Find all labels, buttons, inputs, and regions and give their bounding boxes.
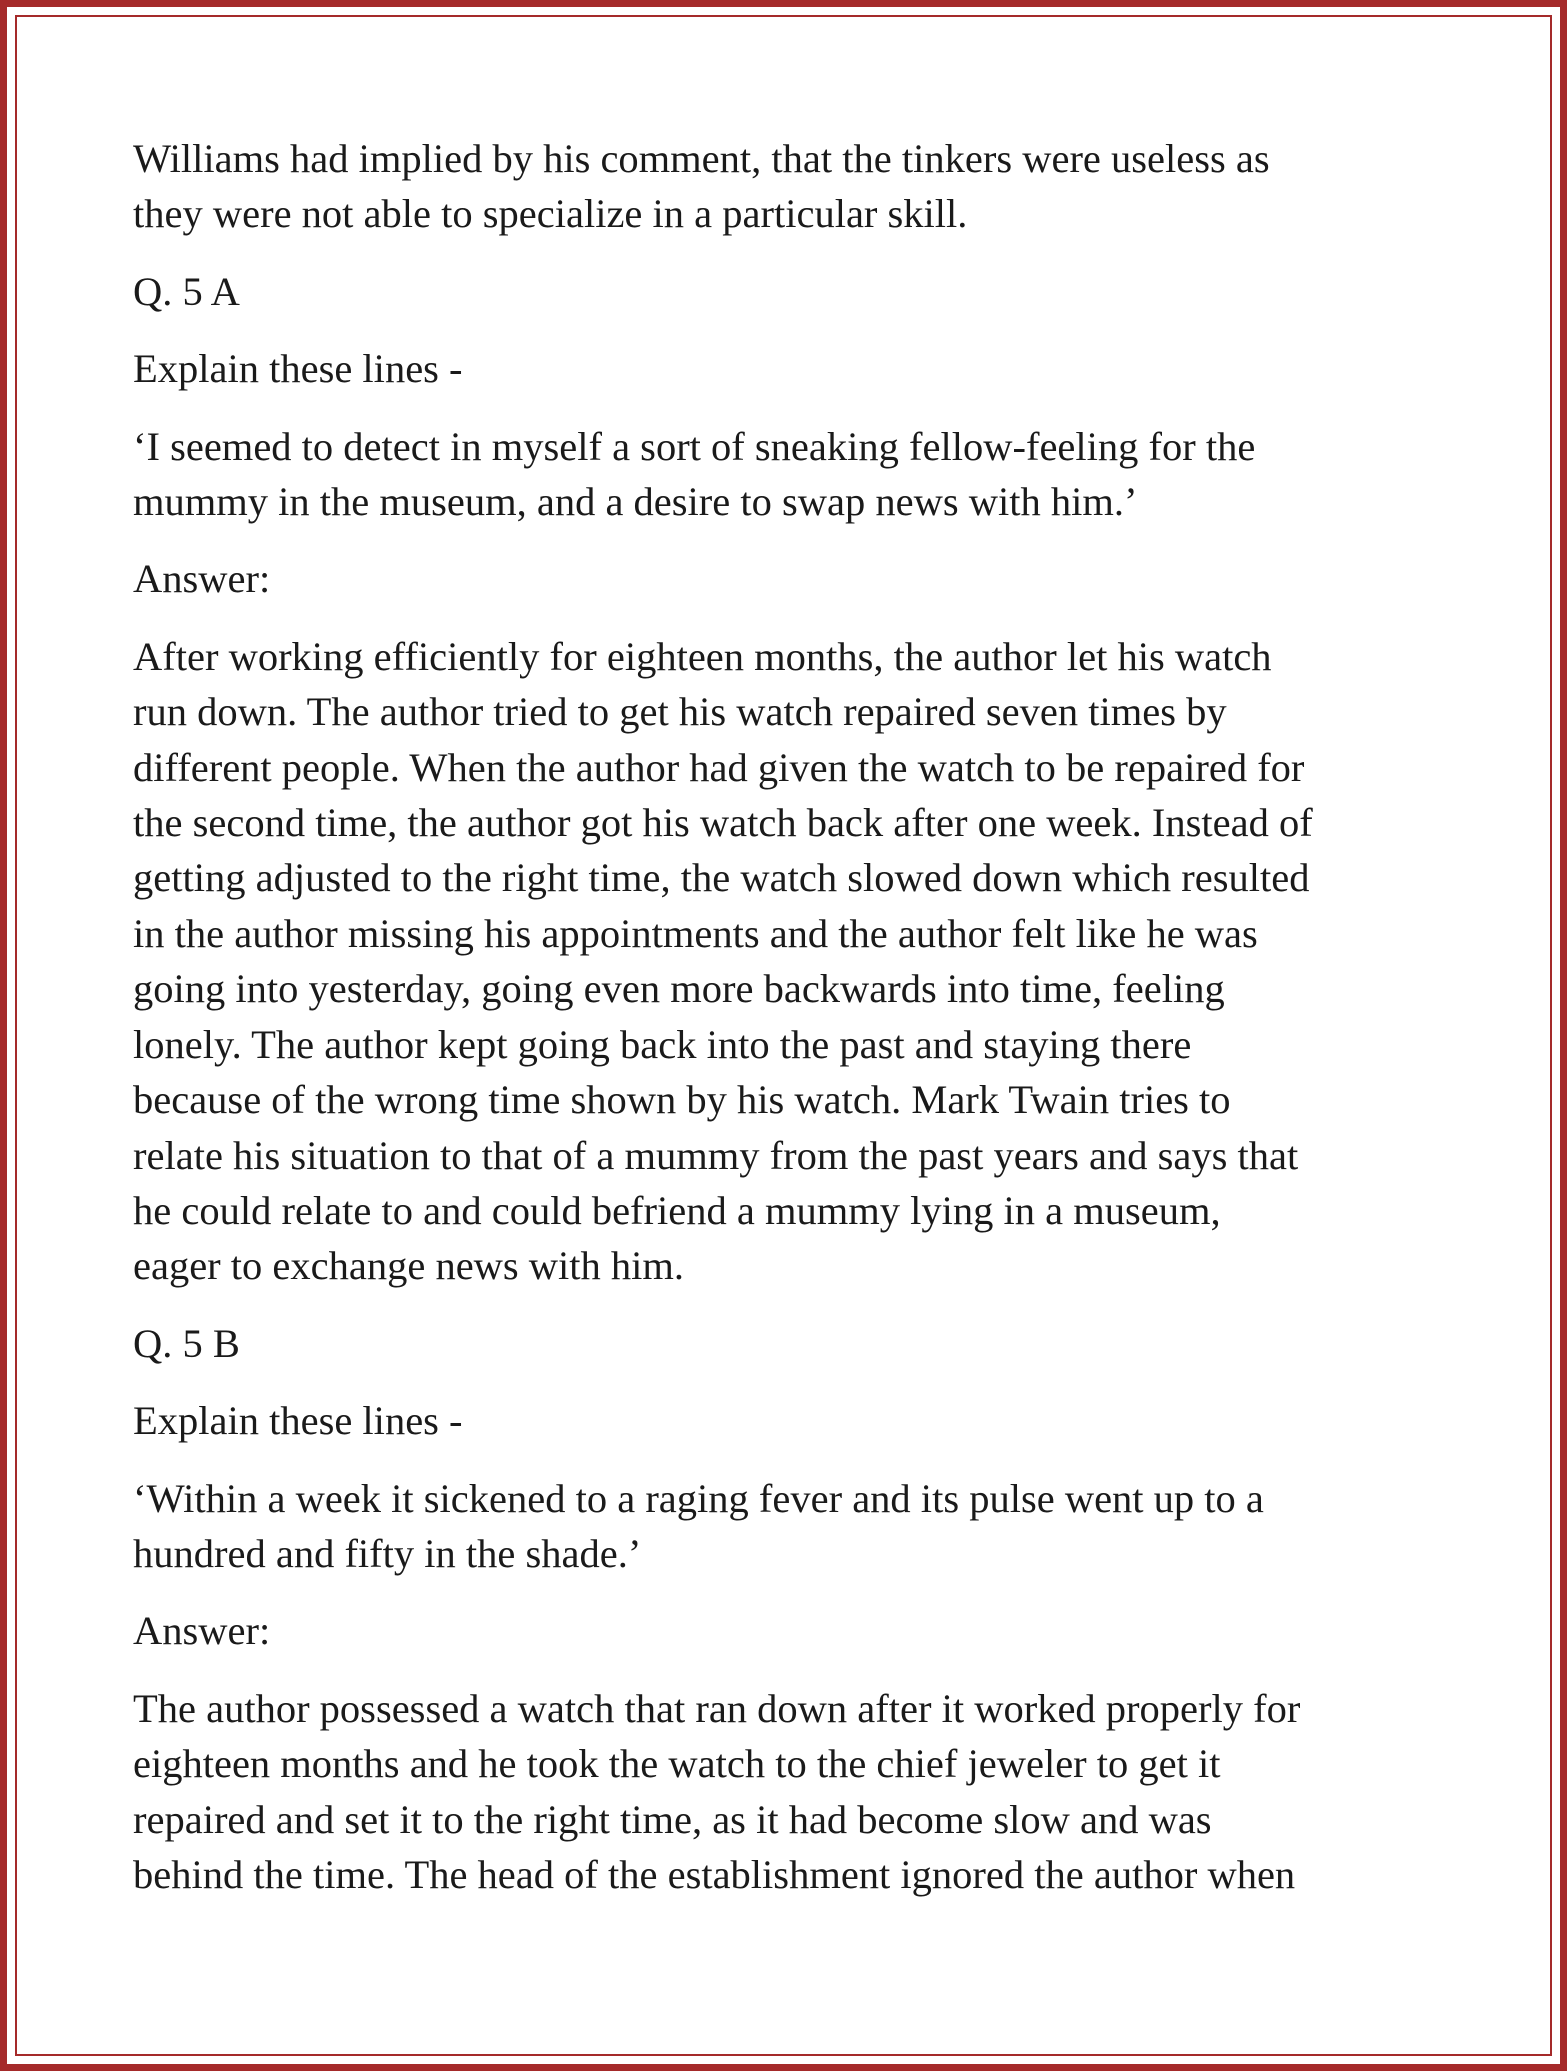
question-quote-5b: ‘Within a week it sickened to a raging fever and its pulse went up to a hundred and fifty in the shade.’: [133, 1475, 1264, 1576]
question-heading-5a: Q. 5 A: [133, 268, 240, 314]
question-prompt-5a: Explain these lines -: [133, 346, 463, 392]
answer-text-5a: After working efficiently for eighteen months, the author let his watch run down. The author tried to get his watch repaired seven times by different people. When the author had given the watch to be repaired for the second time, the author got his watch back after one week. Instead of getting adjusted to the right time, the watch slowed down which resulted in the author missing his appointments and the author felt like he was going into yesterday, going even more backwards into time, feeling lonely. The author kept going back into the past and staying there because of the wrong time shown by his watch. Mark Twain tries to relate his situation to that of a mummy from the past years and says that he could relate to and could befriend a mummy lying in a museum, eager to exchange news with him.: [133, 633, 1313, 1289]
answer-label-5b: Answer:: [133, 1608, 271, 1654]
answer-text-5b: The author possessed a watch that ran down after it worked properly for eighteen months and he took the watch to the chief jeweler to get it repaired and set it to the right time, as it had become slow and was behind the time. The head of the establishment ignored the author when: [133, 1685, 1301, 1897]
question-heading-5b: Q. 5 B: [133, 1320, 240, 1366]
question-prompt-5b: Explain these lines -: [133, 1398, 463, 1444]
paragraph-intro: Williams had implied by his comment, that the tinkers were useless as they were not able to specialize in a particular skill.: [133, 136, 1270, 237]
answer-label-5a: Answer:: [133, 556, 271, 602]
document-body: [133, 131, 1463, 1924]
question-quote-5a: ‘I seemed to detect in myself a sort of sneaking fellow-feeling for the mummy in the museum, and a desire to swap news with him.’: [133, 423, 1256, 525]
